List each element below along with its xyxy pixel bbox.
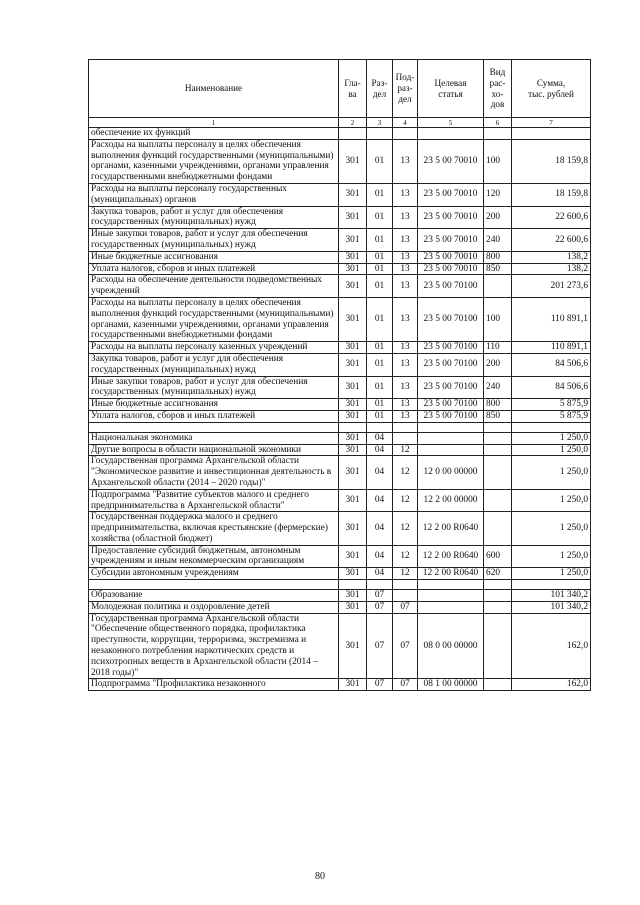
table-row (89, 353, 591, 376)
table-row (89, 679, 591, 691)
table-row (89, 613, 591, 679)
row-subsection: 12 (393, 512, 418, 545)
table-row (89, 601, 591, 613)
row-name: Подпрограмма "Развитие субъектов малого и среднего предпринимательства в Архангельской области" (89, 489, 339, 512)
table-row (89, 275, 591, 298)
row-target: 23 5 00 70100 (418, 376, 484, 399)
row-kind (484, 590, 512, 602)
row-kind (484, 580, 512, 590)
row-kind (484, 613, 512, 679)
column-number: 5 (418, 118, 484, 128)
row-name: Предоставление субсидий бюджетным, автономным учреждениям и иным некоммерческим организациям (89, 545, 339, 568)
row-subsection: 12 (393, 456, 418, 489)
row-chapter (339, 422, 367, 432)
column-numbers-row (89, 118, 591, 128)
row-chapter (339, 580, 367, 590)
row-name: Расходы на выплаты персоналу государственных (муниципальных) органов (89, 183, 339, 206)
row-section: 04 (367, 512, 393, 545)
row-kind: 620 (484, 568, 512, 580)
row-section: 01 (367, 263, 393, 275)
row-kind: 600 (484, 545, 512, 568)
row-section: 04 (367, 432, 393, 444)
row-subsection: 13 (393, 206, 418, 229)
row-target: 12 2 00 R0640 (418, 512, 484, 545)
row-sum: 84 506,6 (512, 376, 591, 399)
table-row (89, 128, 591, 140)
row-name (89, 422, 339, 432)
row-subsection: 13 (393, 410, 418, 422)
row-sum: 162,0 (512, 613, 591, 679)
page-number: 80 (315, 871, 325, 882)
row-name: Образование (89, 590, 339, 602)
row-section (367, 580, 393, 590)
row-sum (512, 580, 591, 590)
row-target: 23 5 00 70100 (418, 353, 484, 376)
row-kind (484, 512, 512, 545)
table-row (89, 183, 591, 206)
row-chapter: 301 (339, 229, 367, 252)
table-row (89, 580, 591, 590)
row-chapter: 301 (339, 568, 367, 580)
row-sum: 101 340,2 (512, 590, 591, 602)
table-row (89, 444, 591, 456)
row-section: 01 (367, 139, 393, 183)
header-subsection: Под- раз- дел (393, 60, 418, 118)
row-target: 23 5 00 70010 (418, 229, 484, 252)
row-sum: 1 250,0 (512, 489, 591, 512)
row-chapter: 301 (339, 297, 367, 341)
table-body (89, 128, 591, 691)
row-sum: 1 250,0 (512, 568, 591, 580)
row-target: 23 5 00 70100 (418, 342, 484, 354)
row-subsection (393, 422, 418, 432)
row-chapter: 301 (339, 456, 367, 489)
row-chapter: 301 (339, 183, 367, 206)
row-target (418, 601, 484, 613)
row-name: Уплата налогов, сборов и иных платежей (89, 263, 339, 275)
row-chapter: 301 (339, 512, 367, 545)
row-sum: 18 159,8 (512, 139, 591, 183)
row-kind (484, 489, 512, 512)
row-name: Иные бюджетные ассигнования (89, 251, 339, 263)
row-target: 23 5 00 70010 (418, 263, 484, 275)
row-target: 23 5 00 70010 (418, 183, 484, 206)
row-kind (484, 432, 512, 444)
table-row (89, 263, 591, 275)
row-chapter: 301 (339, 432, 367, 444)
row-target: 08 1 00 00000 (418, 679, 484, 691)
table-row (89, 568, 591, 580)
row-kind (484, 601, 512, 613)
row-target: 23 5 00 70100 (418, 297, 484, 341)
row-sum (512, 422, 591, 432)
row-kind: 800 (484, 251, 512, 263)
row-sum: 22 600,6 (512, 229, 591, 252)
row-name: Уплата налогов, сборов и иных платежей (89, 410, 339, 422)
row-chapter: 301 (339, 399, 367, 411)
row-name: Закупка товаров, работ и услуг для обеспечения государственных (муниципальных) нужд (89, 206, 339, 229)
row-section: 04 (367, 545, 393, 568)
row-name: Расходы на выплаты персоналу казенных учреждений (89, 342, 339, 354)
row-sum: 5 875,9 (512, 399, 591, 411)
row-sum: 1 250,0 (512, 456, 591, 489)
table-header (89, 60, 591, 128)
row-sum: 1 250,0 (512, 512, 591, 545)
row-subsection: 12 (393, 568, 418, 580)
budget-table (88, 59, 591, 691)
row-section: 07 (367, 613, 393, 679)
row-subsection: 13 (393, 229, 418, 252)
row-section: 04 (367, 444, 393, 456)
row-chapter: 301 (339, 206, 367, 229)
table-row (89, 422, 591, 432)
table-row (89, 376, 591, 399)
column-number: 1 (89, 118, 339, 128)
row-chapter: 301 (339, 342, 367, 354)
row-chapter: 301 (339, 489, 367, 512)
row-kind: 120 (484, 183, 512, 206)
row-section (367, 128, 393, 140)
row-kind (484, 275, 512, 298)
table-row (89, 432, 591, 444)
row-kind (484, 128, 512, 140)
row-name: Расходы на обеспечение деятельности подведомственных учреждений (89, 275, 339, 298)
header-sum: Сумма, тыс. рублей (512, 60, 591, 118)
row-kind: 110 (484, 342, 512, 354)
row-target: 12 2 00 R0640 (418, 568, 484, 580)
row-section: 07 (367, 590, 393, 602)
row-sum: 1 250,0 (512, 545, 591, 568)
row-subsection (393, 432, 418, 444)
column-number: 4 (393, 118, 418, 128)
row-section: 01 (367, 275, 393, 298)
row-sum: 1 250,0 (512, 444, 591, 456)
row-target (418, 422, 484, 432)
row-chapter: 301 (339, 613, 367, 679)
row-name: Закупка товаров, работ и услуг для обеспечения государственных (муниципальных) нужд (89, 353, 339, 376)
column-number: 6 (484, 118, 512, 128)
row-section: 04 (367, 568, 393, 580)
table-row (89, 545, 591, 568)
row-kind: 800 (484, 399, 512, 411)
row-name: Иные закупки товаров, работ и услуг для обеспечения государственных (муниципальных) нужд (89, 229, 339, 252)
header-section: Раз- дел (367, 60, 393, 118)
row-subsection: 13 (393, 251, 418, 263)
row-sum (512, 128, 591, 140)
row-target: 12 2 00 00000 (418, 489, 484, 512)
table-row (89, 456, 591, 489)
table-row (89, 410, 591, 422)
row-kind: 240 (484, 376, 512, 399)
row-target: 23 5 00 70100 (418, 275, 484, 298)
header-target: Целевая статья (418, 60, 484, 118)
column-number: 3 (367, 118, 393, 128)
row-sum: 18 159,8 (512, 183, 591, 206)
row-subsection: 13 (393, 275, 418, 298)
table-row (89, 297, 591, 341)
header-name: Наименование (89, 60, 339, 118)
row-chapter: 301 (339, 353, 367, 376)
row-section: 01 (367, 183, 393, 206)
row-section: 04 (367, 489, 393, 512)
row-name: Государственная поддержка малого и среднего предпринимательства, включая крестьянские (фермерские) хозяйства (областной бюджет) (89, 512, 339, 545)
row-sum: 162,0 (512, 679, 591, 691)
header-kind: Вид рас- хо- дов (484, 60, 512, 118)
row-target (418, 580, 484, 590)
row-target (418, 128, 484, 140)
row-section: 01 (367, 410, 393, 422)
row-section: 01 (367, 399, 393, 411)
table-row (89, 512, 591, 545)
row-section (367, 422, 393, 432)
row-kind: 200 (484, 353, 512, 376)
row-target (418, 432, 484, 444)
row-name: Иные закупки товаров, работ и услуг для обеспечения государственных (муниципальных) нужд (89, 376, 339, 399)
row-chapter: 301 (339, 590, 367, 602)
row-chapter: 301 (339, 679, 367, 691)
column-number: 2 (339, 118, 367, 128)
row-sum: 110 891,1 (512, 342, 591, 354)
row-name: Другие вопросы в области национальной экономики (89, 444, 339, 456)
row-section: 01 (367, 229, 393, 252)
row-target: 23 5 00 70010 (418, 206, 484, 229)
table-row (89, 139, 591, 183)
row-sum: 110 891,1 (512, 297, 591, 341)
row-name (89, 580, 339, 590)
row-sum: 5 875,9 (512, 410, 591, 422)
row-target: 23 5 00 70010 (418, 251, 484, 263)
row-chapter: 301 (339, 139, 367, 183)
row-section: 01 (367, 376, 393, 399)
row-chapter: 301 (339, 545, 367, 568)
row-subsection: 07 (393, 613, 418, 679)
row-name: Расходы на выплаты персоналу в целях обеспечения выполнения функций государственными (муниципальными) органами, казенными учреждениями, органами управления государственными внебюджетными фондами (89, 139, 339, 183)
row-chapter (339, 128, 367, 140)
row-section: 01 (367, 297, 393, 341)
row-target (418, 590, 484, 602)
row-target (418, 444, 484, 456)
row-kind: 100 (484, 139, 512, 183)
row-target: 23 5 00 70100 (418, 410, 484, 422)
row-sum: 138,2 (512, 251, 591, 263)
row-chapter: 301 (339, 601, 367, 613)
row-subsection: 13 (393, 342, 418, 354)
table-row (89, 399, 591, 411)
row-kind (484, 444, 512, 456)
row-subsection (393, 128, 418, 140)
row-target: 12 0 00 00000 (418, 456, 484, 489)
row-section: 07 (367, 601, 393, 613)
row-section: 01 (367, 353, 393, 376)
row-section: 01 (367, 342, 393, 354)
row-subsection: 13 (393, 139, 418, 183)
row-subsection (393, 590, 418, 602)
row-subsection: 07 (393, 679, 418, 691)
row-target: 23 5 00 70100 (418, 399, 484, 411)
row-subsection: 13 (393, 263, 418, 275)
row-subsection: 13 (393, 297, 418, 341)
row-subsection (393, 580, 418, 590)
row-name: Подпрограмма "Профилактика незаконного (89, 679, 339, 691)
row-subsection: 07 (393, 601, 418, 613)
row-section: 01 (367, 206, 393, 229)
row-name: Субсидии автономным учреждениям (89, 568, 339, 580)
row-sum: 101 340,2 (512, 601, 591, 613)
row-kind: 100 (484, 297, 512, 341)
row-name: Расходы на выплаты персоналу в целях обеспечения выполнения функций государственными (муниципальными) органами, казенными учреждениями, органами управления государственными внебюджетными фондами (89, 297, 339, 341)
row-chapter: 301 (339, 444, 367, 456)
header-chapter: Гла- ва (339, 60, 367, 118)
row-kind (484, 679, 512, 691)
row-section: 01 (367, 251, 393, 263)
row-sum: 1 250,0 (512, 432, 591, 444)
row-section: 04 (367, 456, 393, 489)
row-target: 08 0 00 00000 (418, 613, 484, 679)
row-sum: 201 273,6 (512, 275, 591, 298)
column-number: 7 (512, 118, 591, 128)
row-name: Государственная программа Архангельской области "Обеспечение общественного порядка, профилактика преступности, коррупции, терроризма, экстремизма и незаконного потребления наркотических средств и психотропных веществ в Архангельской области (2014 – 2018 годы)" (89, 613, 339, 679)
row-sum: 22 600,6 (512, 206, 591, 229)
row-subsection: 13 (393, 183, 418, 206)
table-row (89, 229, 591, 252)
table-row (89, 590, 591, 602)
row-kind: 240 (484, 229, 512, 252)
table-row (89, 489, 591, 512)
table-row (89, 251, 591, 263)
row-target: 23 5 00 70010 (418, 139, 484, 183)
row-kind: 200 (484, 206, 512, 229)
row-kind: 850 (484, 263, 512, 275)
table-row (89, 342, 591, 354)
row-target: 12 2 00 R0640 (418, 545, 484, 568)
row-subsection: 13 (393, 353, 418, 376)
row-section: 07 (367, 679, 393, 691)
row-subsection: 12 (393, 545, 418, 568)
row-kind: 850 (484, 410, 512, 422)
row-chapter: 301 (339, 376, 367, 399)
row-name: Государственная программа Архангельской области "Экономическое развитие и инвестиционная деятельность в Архангельской области (2014 – 2020 годы)" (89, 456, 339, 489)
row-name: Иные бюджетные ассигнования (89, 399, 339, 411)
row-chapter: 301 (339, 410, 367, 422)
row-chapter: 301 (339, 275, 367, 298)
row-chapter: 301 (339, 251, 367, 263)
row-sum: 84 506,6 (512, 353, 591, 376)
row-subsection: 12 (393, 444, 418, 456)
row-sum: 138,2 (512, 263, 591, 275)
row-subsection: 13 (393, 399, 418, 411)
row-chapter: 301 (339, 263, 367, 275)
row-name: Национальная экономика (89, 432, 339, 444)
table-row (89, 206, 591, 229)
row-kind (484, 422, 512, 432)
row-kind (484, 456, 512, 489)
row-subsection: 13 (393, 376, 418, 399)
row-name: обеспечение их функций (89, 128, 339, 140)
row-name: Молодежная политика и оздоровление детей (89, 601, 339, 613)
row-subsection: 12 (393, 489, 418, 512)
